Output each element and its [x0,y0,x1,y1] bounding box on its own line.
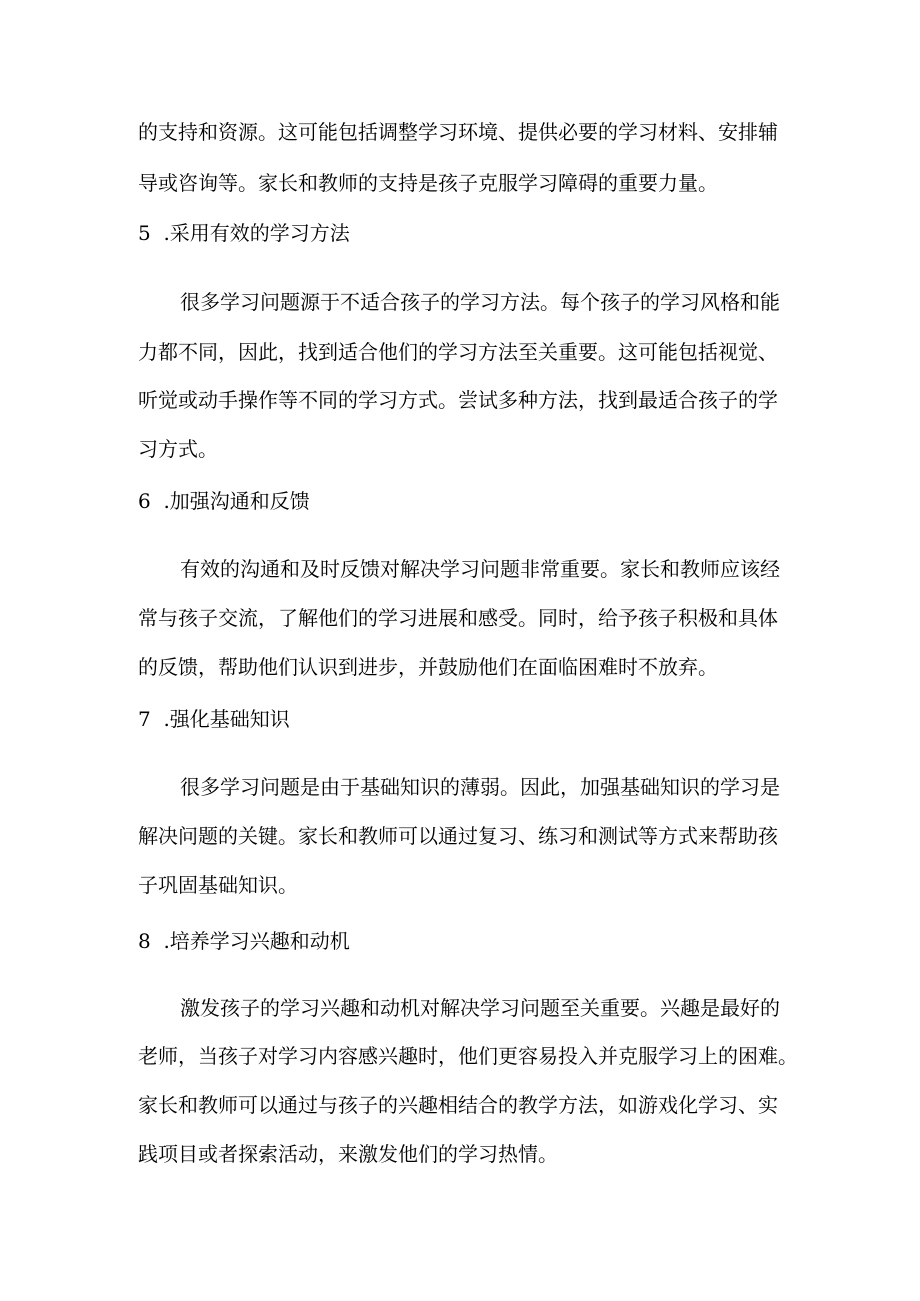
paragraph-line: 子巩固基础知识。 [138,873,298,897]
paragraph-line: 的反馈，帮助他们认识到进步，并鼓励他们在面临困难时不放弃。 [138,655,718,679]
paragraph-line: 家长和教师可以通过与孩子的兴趣相结合的教学方法，如游戏化学习、实 [138,1093,778,1117]
heading-text: .加强沟通和反馈 [163,489,310,513]
heading-text: .强化基础知识 [163,707,290,731]
paragraph-line: 老师，当孩子对学习内容感兴趣时，他们更容易投入并克服学习上的困难。 [138,1044,798,1068]
paragraph-line: 习方式。 [138,437,218,461]
heading-number: 6 [138,489,151,513]
paragraph-line: 力都不同，因此，找到适合他们的学习方法至关重要。这可能包括视觉、 [138,340,778,364]
heading-number: 8 [138,929,151,953]
heading-text: .培养学习兴趣和动机 [163,929,350,953]
paragraph-line: 听觉或动手操作等不同的学习方式。尝试多种方法，找到最适合孩子的学 [138,388,778,412]
paragraph-line: 的支持和资源。这可能包括调整学习环境、提供必要的学习材料、安排辅 [138,120,778,144]
heading-number: 7 [138,707,151,731]
paragraph-line: 很多学习问题是由于基础知识的薄弱。因此，加强基础知识的学习是 [180,775,780,799]
paragraph-line: 导或咨询等。家长和教师的支持是孩子克服学习障碍的重要力量。 [138,171,718,195]
section-heading-6 [138,489,310,513]
paragraph-line: 解决问题的关键。家长和教师可以通过复习、练习和测试等方式来帮助孩 [138,824,778,848]
paragraph-line: 常与孩子交流，了解他们的学习进展和感受。同时，给予孩子积极和具体 [138,606,778,630]
paragraph-line: 激发孩子的学习兴趣和动机对解决学习问题至关重要。兴趣是最好的 [180,996,780,1020]
heading-number: 5 [138,221,151,245]
paragraph-line: 很多学习问题源于不适合孩子的学习方法。每个孩子的学习风格和能 [180,290,780,314]
heading-text: .采用有效的学习方法 [163,221,350,245]
section-heading-7 [138,707,290,731]
paragraph-line: 有效的沟通和及时反馈对解决学习问题非常重要。家长和教师应该经 [180,557,780,581]
section-heading-5 [138,221,350,245]
paragraph-line: 践项目或者探索活动，来激发他们的学习热情。 [138,1142,558,1166]
section-heading-8 [138,929,350,953]
